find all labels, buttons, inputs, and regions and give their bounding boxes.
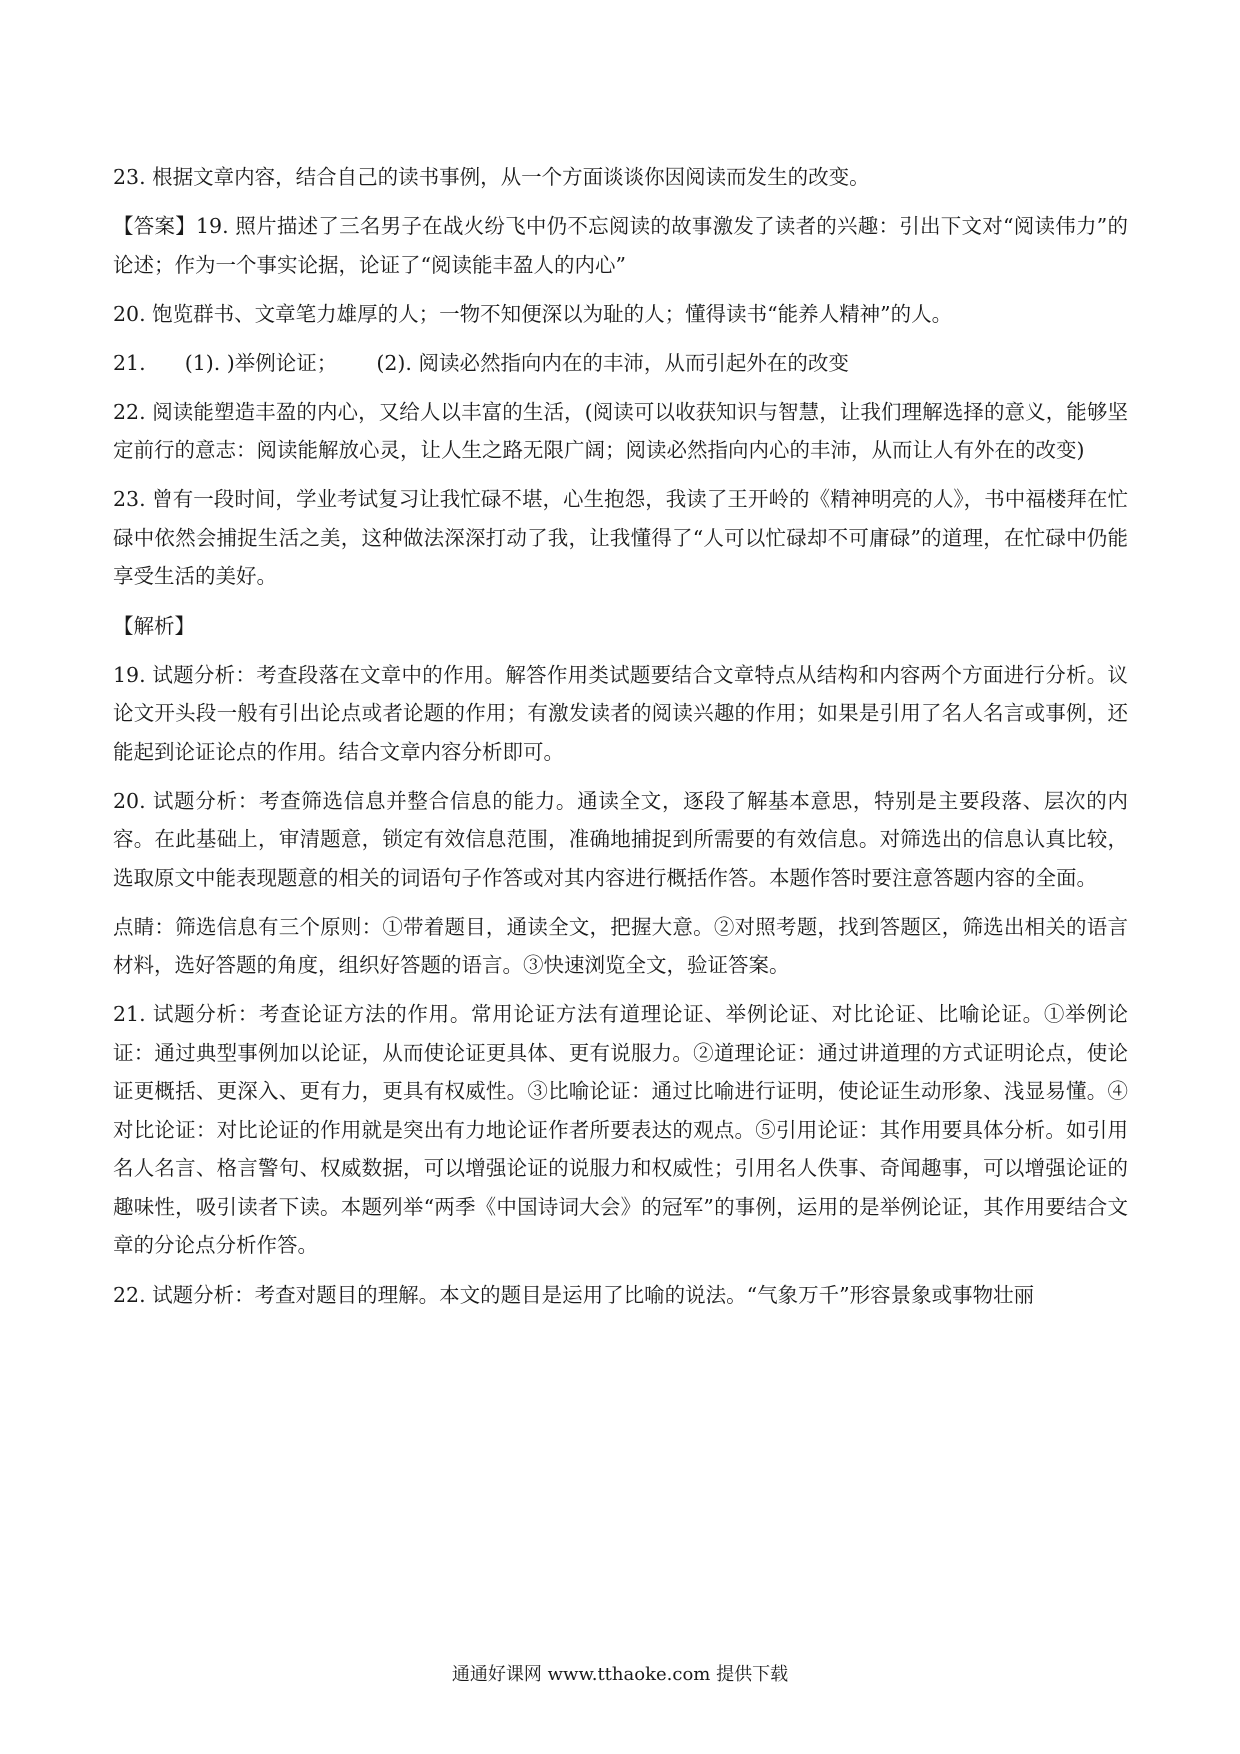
answer-content: [113, 158, 1128, 1325]
analysis-19: 19. 试题分析：考查段落在文章中的作用。解答作用类试题要结合文章特点从结构和内容两个方面进行分析。议论文开头段一般有引出论点或者论题的作用；有激发读者的阅读兴趣的作用；如果是引用了名人名言或事例，还能起到论证论点的作用。结合文章内容分析即可。: [113, 662, 1128, 764]
analysis-21: 21. 试题分析：考查论证方法的作用。常用论证方法有道理论证、举例论证、对比论证、比喻论证。①举例论证：通过典型事例加以论证，从而使论证更具体、更有说服力。②道理论证：通过讲道理的方式证明论点，使论证更概括、更深入、更有力，更具有权威性。③比喻论证：通过比喻进行证明，使论证生动形象、浅显易懂。④对比论证：对比论证的作用就是突出有力地论证作者所要表达的观点。⑤引用论证：其作用要具体分析。如引用名人名言、格言警句、权威数据，可以增强论证的说服力和权威性；引用名人佚事、奇闻趣事，可以增强论证的趣味性，吸引读者下读。本题列举“两季《中国诗词大会》的冠军”的事例，运用的是举例论证，其作用要结合文章的分论点分析作答。: [113, 1002, 1128, 1258]
analysis-22: 22. 试题分析：考查对题目的理解。本文的题目是运用了比喻的说法。“气象万千”形容景象或事物壮丽: [113, 1282, 1035, 1307]
tip-note: 点睛：筛选信息有三个原则：①带着题目，通读全文，把握大意。②对照考题，找到答题区，筛选出相关的语言材料，选好答题的角度，组织好答题的语言。③快速浏览全文，验证答案。: [113, 914, 1128, 978]
answer-22: 22. 阅读能塑造丰盈的内心，又给人以丰富的生活，(阅读可以收获知识与智慧，让我们理解选择的意义，能够坚定前行的意志：阅读能解放心灵，让人生之路无限广阔；阅读必然指向内心的丰沛，从而让人有外在的改变): [113, 399, 1128, 463]
analysis-20: 20. 试题分析：考查筛选信息并整合信息的能力。通读全文，逐段了解基本意思，特别是主要段落、层次的内容。在此基础上，审清题意，锁定有效信息范围，准确地捕捉到所需要的有效信息。对筛选出的信息认真比较，选取原文中能表现题意的相关的词语句子作答或对其内容进行概括作答。本题作答时要注意答题内容的全面。: [113, 788, 1128, 890]
answer-20: 20. 饱览群书、文章笔力雄厚的人；一物不知便深以为耻的人；懂得读书“能养人精神”的人。: [113, 301, 953, 326]
analysis-heading: 【解析】: [113, 613, 195, 638]
answer-21: 21. (1). )举例论证； (2). 阅读必然指向内在的丰沛，从而引起外在的改变: [113, 350, 849, 375]
question-23: 23. 根据文章内容，结合自己的读书事例，从一个方面谈谈你因阅读而发生的改变。: [113, 165, 870, 189]
answer-19: 【答案】19. 照片描述了三名男子在战火纷飞中仍不忘阅读的故事激发了读者的兴趣：引出下文对“阅读伟力”的论述；作为一个事实论据，论证了“阅读能丰盈人的内心”: [113, 214, 1128, 277]
page-footer: 通通好课网 www.tthaoke.com 提供下载: [451, 1664, 789, 1685]
answer-23: 23. 曾有一段时间，学业考试复习让我忙碌不堪，心生抱怨，我读了王开岭的《精神明亮的人》，书中福楼拜在忙碌中依然会捕捉生活之美，这种做法深深打动了我，让我懂得了“人可以忙碌却不可庸碌”的道理，在忙碌中仍能享受生活的美好。: [113, 487, 1128, 589]
